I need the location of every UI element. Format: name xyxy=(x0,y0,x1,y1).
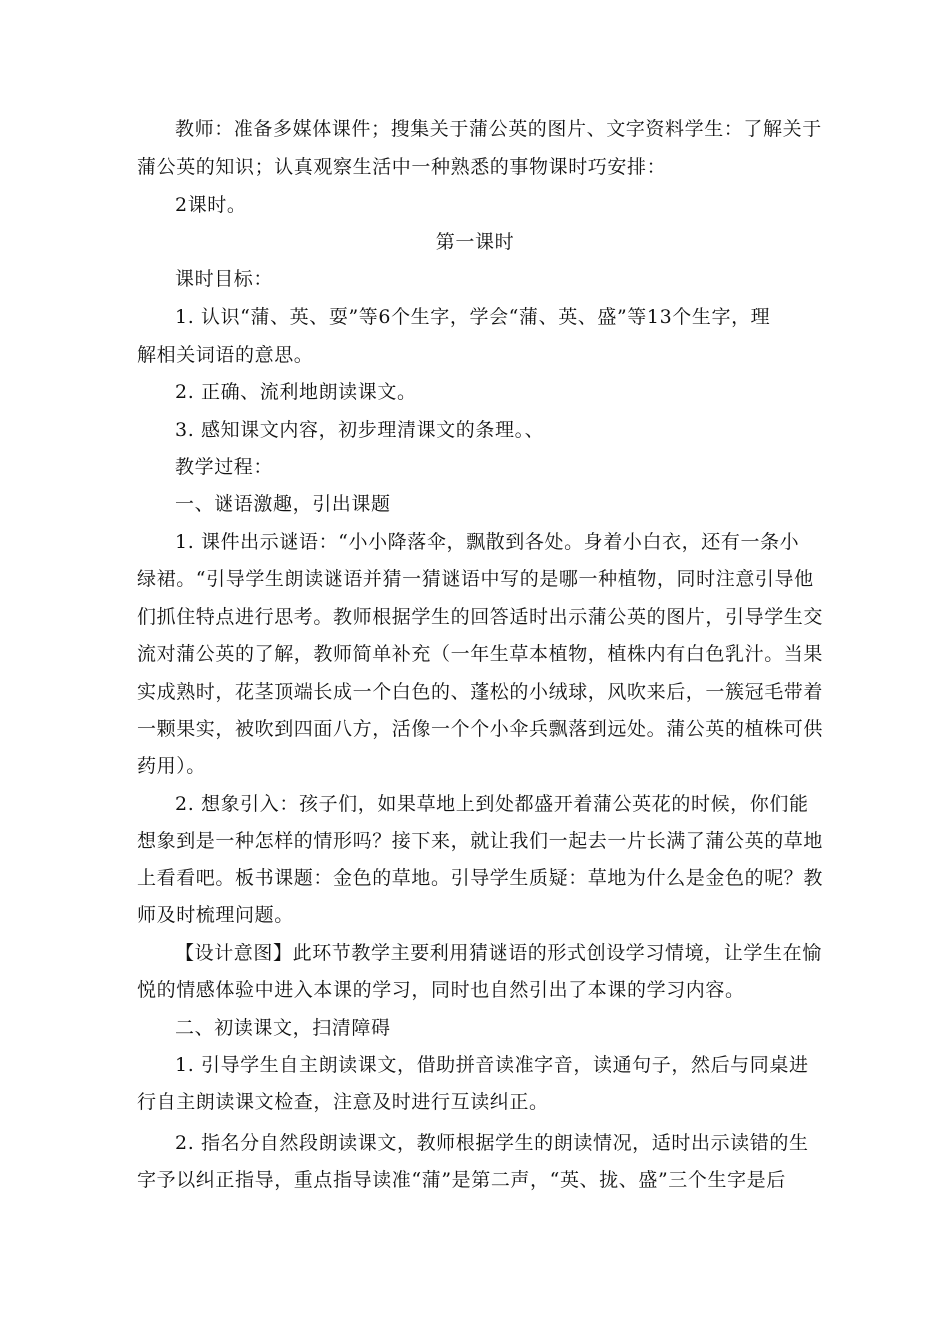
text-line: 一颗果实，被吹到四面八方，活像一个个小伞兵飘落到远处。蒲公英的植株可供 xyxy=(137,718,824,740)
text-line: 实成熟时，花茎顶端长成一个白色的、蓬松的小绒球，风吹来后，一簇冠毛带着 xyxy=(137,681,824,703)
text-line: 【设计意图】此环节教学主要利用猜谜语的形式创设学习情境，让学生在愉 xyxy=(175,942,822,964)
text-line: 解相关词语的意思。 xyxy=(137,344,314,366)
text-line: 2. 想象引入：孩子们，如果草地上到处都盛开着蒲公英花的时候，你们能 xyxy=(175,793,809,815)
text-line: 1. 认识“蒲、英、耍”等6个生字，学会“蒲、英、盛”等13个生字，理 xyxy=(175,306,771,328)
text-line: 教学过程： xyxy=(175,456,274,478)
text-line: 2课时。 xyxy=(175,194,247,216)
text-line: 二、初读课文，扫清障碍 xyxy=(175,1017,391,1039)
text-line: 一、谜语激趣，引出课题 xyxy=(175,493,391,515)
text-line: 想象到是一种怎样的情形吗？接下来，就让我们一起去一片长满了蒲公英的草地 xyxy=(137,830,824,852)
text-line: 字予以纠正指导，重点指导读准“蒲”是第二声，“英、拢、盛”三个生字是后 xyxy=(137,1169,786,1191)
text-line: 蒲公英的知识；认真观察生活中一种熟悉的事物课时巧安排： xyxy=(137,156,667,178)
text-line: 流对蒲公英的了解，教师简单补充（一年生草本植物，植株内有白色乳汁。当果 xyxy=(137,643,824,665)
text-line: 悦的情感体验中进入本课的学习，同时也自然引出了本课的学习内容。 xyxy=(137,979,745,1001)
text-line: 1. 引导学生自主朗读课文，借助拼音读准字音，读通句子，然后与同桌进 xyxy=(175,1054,809,1076)
text-line: 绿裙。“引导学生朗读谜语并猜一猜谜语中写的是哪一种植物，同时注意引导他 xyxy=(137,568,814,590)
text-line: 行自主朗读课文检查，注意及时进行互读纠正。 xyxy=(137,1091,549,1113)
text-line: 师及时梳理问题。 xyxy=(137,904,294,926)
text-line: 2. 正确、流利地朗读课文。 xyxy=(175,381,417,403)
text-line: 们抓住特点进行思考。教师根据学生的回答适时出示蒲公英的图片，引导学生交 xyxy=(137,606,824,628)
text-line: 3. 感知课文内容，初步理清课文的条理。、 xyxy=(175,419,545,441)
text-line: 药用）。 xyxy=(137,755,206,777)
text-line: 课时目标： xyxy=(175,268,274,290)
section-heading: 第一课时 xyxy=(435,231,515,253)
text-line: 2. 指名分自然段朗读课文，教师根据学生的朗读情况，适时出示读错的生 xyxy=(175,1132,809,1154)
text-line: 1. 课件出示谜语：“小小降落伞，飘散到各处。身着小白衣，还有一条小 xyxy=(175,531,800,553)
text-line: 上看看吧。板书课题：金色的草地。引导学生质疑：草地为什么是金色的呢？教 xyxy=(137,867,824,889)
text-line: 教师：准备多媒体课件；搜集关于蒲公英的图片、文字资料学生：了解关于 xyxy=(175,118,822,140)
